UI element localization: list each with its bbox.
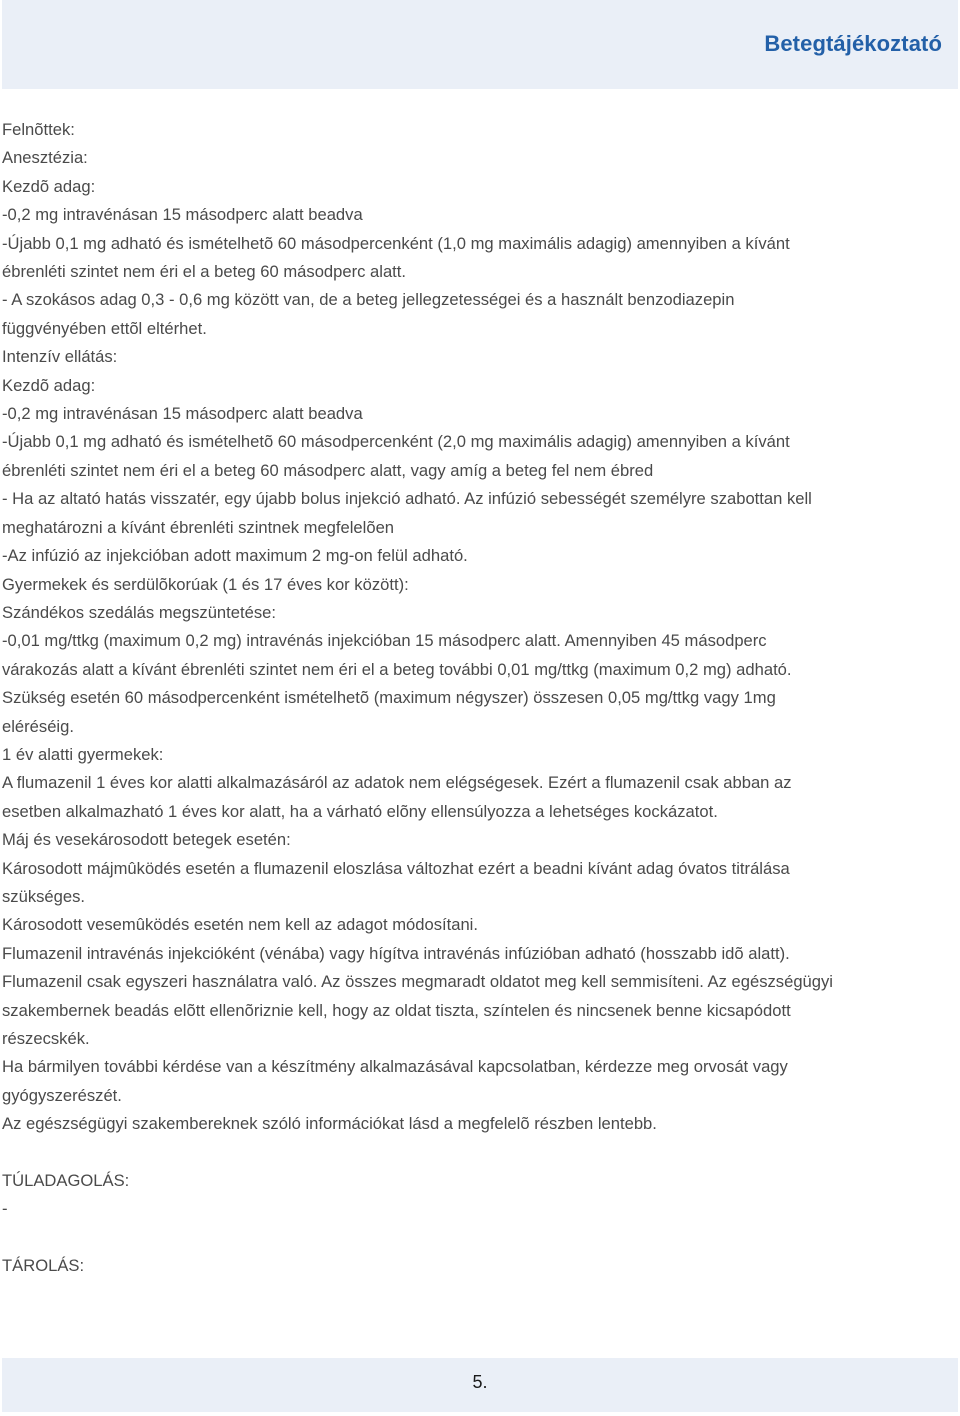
text-line: várakozás alatt a kívánt ébrenléti szintet nem éri el a beteg további 0,01 mg/ttkg (maximum 0,2 mg) adható.	[2, 659, 792, 679]
text-line: szakembernek beadás elõtt ellenõriznie kell, hogy az oldat tiszta, színtelen és nincsenek benne kicsapódott	[2, 1000, 791, 1020]
storage-heading: TÁROLÁS:	[2, 1256, 85, 1276]
text-line: Flumazenil csak egyszeri használatra való. Az összes megmaradt oldatot meg kell semmisíteni. Az egészségügyi	[2, 972, 833, 992]
text-line: gyógyszerészét.	[2, 1085, 122, 1105]
text-line: -Az infúzió az injekcióban adott maximum 2 mg-on felül adható.	[2, 546, 468, 566]
page-title: Betegtájékoztató	[764, 31, 942, 56]
footer-bar	[2, 1358, 958, 1412]
page-number: 5.	[472, 1372, 488, 1392]
text-line: Károsodott vesemûködés esetén nem kell az adagot módosítani.	[2, 915, 478, 935]
text-line: Károsodott májmûködés esetén a flumazenil eloszlása változhat ezért a beadni kívánt adag óvatos titrálása	[2, 858, 790, 878]
text-line: eléréséig.	[2, 716, 74, 736]
text-line: -0,2 mg intravénásan 15 másodperc alatt beadva	[2, 205, 363, 225]
text-line: esetben alkalmazható 1 éves kor alatt, ha a várható elõny ellensúlyozza a lehetséges kockázatot.	[2, 801, 718, 821]
text-line: ébrenléti szintet nem éri el a beteg 60 másodperc alatt.	[2, 262, 407, 282]
text-line: -0,2 mg intravénásan 15 másodperc alatt beadva	[2, 404, 363, 424]
document-body	[2, 116, 952, 1281]
text-line: Az egészségügyi szakembereknek szóló információkat lásd a megfelelõ részben lentebb.	[2, 1114, 657, 1134]
text-line: ébrenléti szintet nem éri el a beteg 60 másodperc alatt, vagy amíg a beteg fel nem ébred	[2, 460, 654, 480]
text-line: Felnõttek:	[2, 120, 75, 139]
header-bar	[2, 0, 958, 89]
overdose-heading: TÚLADAGOLÁS:	[2, 1171, 130, 1191]
text-line: szükséges.	[2, 886, 86, 906]
text-line: Flumazenil intravénás injekcióként (vénába) vagy hígítva intravénás infúzióban adható (hosszabb idõ alatt).	[2, 943, 790, 963]
text-line: Anesztézia:	[2, 148, 88, 168]
text-line: Szükség esetén 60 másodpercenként ismételhetõ (maximum négyszer) összesen 0,05 mg/ttkg vagy 1mg	[2, 688, 776, 708]
overdose-body: -	[2, 1199, 8, 1219]
text-line: Kezdõ adag:	[2, 176, 96, 196]
text-line: - Ha az altató hatás visszatér, egy újabb bolus injekció adható. Az infúzió sebességét személyre szabottan kell	[2, 489, 812, 509]
text-line: Gyermekek és serdülõkorúak (1 és 17 éves kor között):	[2, 574, 409, 594]
text-line: 1 év alatti gyermekek:	[2, 744, 164, 764]
spacer	[2, 1224, 952, 1252]
text-line: Ha bármilyen további kérdése van a készítmény alkalmazásával kapcsolatban, kérdezze meg orvosát vagy	[2, 1057, 788, 1077]
text-line: meghatározni a kívánt ébrenléti szintnek megfelelõen	[2, 517, 395, 537]
text-line: részecskék.	[2, 1029, 90, 1048]
spacer	[2, 1139, 952, 1167]
text-line: Máj és vesekárosodott betegek esetén:	[2, 830, 291, 850]
text-line: Kezdõ adag:	[2, 375, 96, 395]
text-line: -0,01 mg/ttkg (maximum 0,2 mg) intravénás injekcióban 15 másodperc alatt. Amennyiben 45 másodperc	[2, 631, 767, 651]
text-line: - A szokásos adag 0,3 - 0,6 mg között van, de a beteg jellegzetességei és a használt benzodiazepin	[2, 290, 735, 310]
text-line: -Újabb 0,1 mg adható és ismételhetõ 60 másodpercenként (1,0 mg maximális adagig) amennyiben a kívánt	[2, 233, 790, 253]
text-line: Szándékos szedálás megszüntetése:	[2, 602, 276, 622]
text-line: -Újabb 0,1 mg adható és ismételhetõ 60 másodpercenként (2,0 mg maximális adagig) amennyiben a kívánt	[2, 432, 790, 452]
text-line: Intenzív ellátás:	[2, 347, 118, 367]
text-line: függvényében ettõl eltérhet.	[2, 318, 207, 338]
body-text	[2, 116, 952, 1139]
text-line: A flumazenil 1 éves kor alatti alkalmazásáról az adatok nem elégségesek. Ezért a flumazenil csak abban az	[2, 773, 792, 793]
